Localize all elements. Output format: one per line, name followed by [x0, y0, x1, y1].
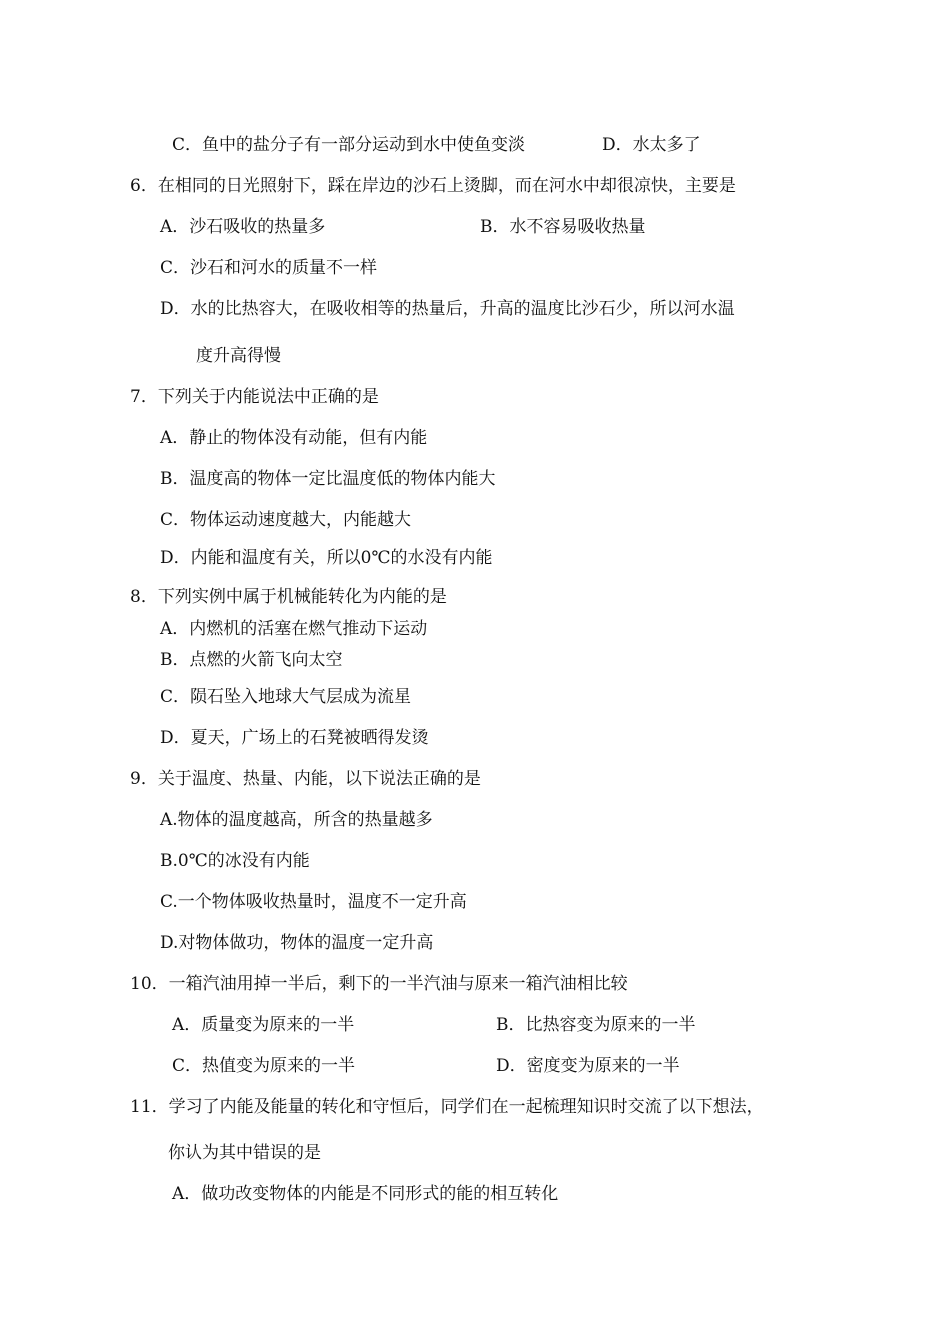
- q7-option-d: D．内能和温度有关，所以0℃的水没有内能: [160, 548, 493, 568]
- q11-stem-continued: 你认为其中错误的是: [168, 1143, 321, 1163]
- q10-option-b: B．比热容变为原来的一半: [496, 1015, 696, 1035]
- q9-option-a: A.物体的温度越高，所含的热量越多: [160, 810, 433, 830]
- q10-option-d: D．密度变为原来的一半: [496, 1056, 680, 1076]
- q6-option-d-continued: 度升高得慢: [196, 346, 281, 366]
- q7-option-c: C．物体运动速度越大，内能越大: [160, 510, 412, 530]
- q7-option-b: B．温度高的物体一定比温度低的物体内能大: [160, 469, 496, 489]
- q8-option-c: C．陨石坠入地球大气层成为流星: [160, 687, 412, 707]
- q10-stem: 10．一箱汽油用掉一半后，剩下的一半汽油与原来一箱汽油相比较: [130, 974, 628, 994]
- q8-option-a: A．内燃机的活塞在燃气推动下运动: [160, 619, 428, 639]
- q5-option-c: C．鱼中的盐分子有一部分运动到水中使鱼变淡: [172, 135, 526, 155]
- q11-option-a: A．做功改变物体的内能是不同形式的能的相互转化: [172, 1184, 559, 1204]
- q6-option-d: D．水的比热容大，在吸收相等的热量后，升高的温度比沙石少，所以河水温: [160, 299, 735, 319]
- q10-option-c: C．热值变为原来的一半: [172, 1056, 356, 1076]
- q8-option-d: D．夏天，广场上的石凳被晒得发烫: [160, 728, 429, 748]
- q11-stem: 11．学习了内能及能量的转化和守恒后，同学们在一起梳理知识时交流了以下想法，: [130, 1097, 764, 1117]
- q6-option-c: C．沙石和河水的质量不一样: [160, 258, 378, 278]
- q8-stem: 8．下列实例中属于机械能转化为内能的是: [130, 587, 447, 607]
- q7-option-a: A．静止的物体没有动能，但有内能: [160, 428, 428, 448]
- q9-option-b: B.0℃的冰没有内能: [160, 851, 310, 871]
- q9-stem: 9．关于温度、热量、内能，以下说法正确的是: [130, 769, 481, 789]
- q8-option-b: B．点燃的火箭飞向太空: [160, 650, 343, 670]
- q9-option-d: D.对物体做功，物体的温度一定升高: [160, 933, 434, 953]
- q6-option-b: B．水不容易吸收热量: [480, 217, 646, 237]
- q9-option-c: C.一个物体吸收热量时，温度不一定升高: [160, 892, 467, 912]
- q10-option-a: A．质量变为原来的一半: [172, 1015, 355, 1035]
- q7-stem: 7．下列关于内能说法中正确的是: [130, 387, 379, 407]
- q6-option-a: A．沙石吸收的热量多: [160, 217, 326, 237]
- q6-stem: 6．在相同的日光照射下，踩在岸边的沙石上烫脚，而在河水中却很凉快，主要是: [130, 176, 736, 196]
- q5-option-d: D．水太多了: [602, 135, 701, 155]
